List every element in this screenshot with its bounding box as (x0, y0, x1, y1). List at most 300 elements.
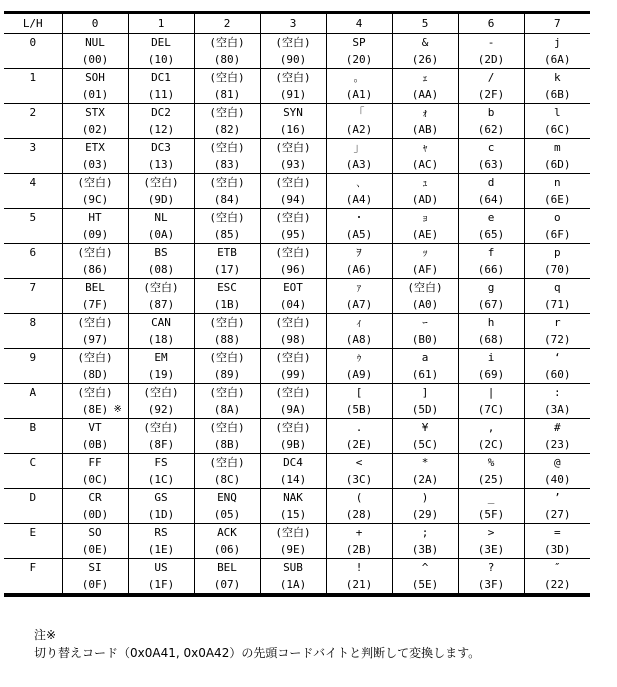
table-cell (326, 139, 392, 174)
hex-code-text: (AE) (411, 228, 439, 241)
hex-code (459, 86, 524, 103)
hex-code-text: (9C) (81, 193, 109, 206)
hex-code (525, 261, 591, 278)
table-cell (392, 349, 458, 384)
table-cell (260, 244, 326, 279)
table-cell (194, 244, 260, 279)
hex-code (195, 86, 260, 103)
character-label: BEL (85, 281, 105, 294)
hex-code (129, 51, 194, 68)
hex-code (327, 471, 392, 488)
character-label: . (355, 421, 363, 434)
hex-code-text: (5C) (411, 438, 439, 451)
table-row (4, 419, 590, 454)
table-cell (392, 279, 458, 314)
row-header: 7 (29, 281, 37, 294)
hex-code-text: (2E) (345, 438, 373, 451)
character-label: BEL (217, 561, 237, 574)
table-cell (128, 139, 194, 174)
hex-code-text: (67) (477, 298, 505, 311)
character-label: * (421, 456, 429, 469)
table-cell (392, 524, 458, 559)
hex-code-text: (AD) (411, 193, 439, 206)
character-label: (空白) (275, 316, 311, 329)
table-cell (458, 314, 524, 349)
table-cell (128, 314, 194, 349)
character-label: m (553, 141, 561, 154)
column-header-0: 0 (62, 13, 128, 34)
row-header: D (29, 491, 37, 504)
hex-code-text: (97) (81, 333, 109, 346)
hex-code-text: (3B) (411, 543, 439, 556)
table-cell (392, 139, 458, 174)
hex-code (261, 576, 326, 593)
hex-code (459, 261, 524, 278)
character-label: ｧ (356, 281, 362, 294)
hex-code-text: (2A) (411, 473, 439, 486)
table-cell (458, 384, 524, 419)
code-conversion-table (4, 11, 590, 597)
hex-code-text: (AB) (411, 123, 439, 136)
character-label: & (421, 36, 429, 49)
character-label: : (553, 386, 561, 399)
character-label: (空白) (143, 176, 179, 189)
hex-code-text: (8C) (213, 473, 241, 486)
hex-code (129, 401, 194, 418)
table-cell (62, 279, 128, 314)
character-label: ｰ (422, 316, 428, 329)
character-label: (空白) (209, 211, 245, 224)
hex-code (129, 506, 194, 523)
hex-code-text: (65) (477, 228, 505, 241)
hex-code (327, 261, 392, 278)
hex-code-text: (01) (81, 88, 109, 101)
hex-code-text: (0B) (81, 438, 109, 451)
hex-code-text: (A9) (345, 368, 373, 381)
hex-code-text: (8B) (213, 438, 241, 451)
character-label: GS (154, 491, 168, 504)
hex-code (393, 506, 458, 523)
hex-code (459, 576, 524, 593)
table-cell (524, 244, 590, 279)
hex-code (195, 226, 260, 243)
character-label: DC2 (151, 106, 171, 119)
table-cell (326, 209, 392, 244)
row-header: 9 (29, 351, 37, 364)
character-label: (空白) (143, 421, 179, 434)
character-label: r (553, 316, 561, 329)
hex-code (525, 401, 591, 418)
hex-code-text: (40) (544, 473, 571, 486)
hex-code-text: (AF) (411, 263, 439, 276)
hex-code (459, 506, 524, 523)
character-label: (空白) (275, 421, 311, 434)
hex-code (129, 86, 194, 103)
table-cell (128, 244, 194, 279)
hex-code-text: (14) (279, 473, 307, 486)
table-cell (326, 489, 392, 524)
character-label: NUL (85, 36, 105, 49)
table-cell (524, 524, 590, 559)
character-label: (空白) (275, 71, 311, 84)
hex-code-text: (8A) (213, 403, 241, 416)
hex-code (459, 541, 524, 558)
hex-code-text: (7F) (81, 298, 109, 311)
hex-code-text: (96) (279, 263, 307, 276)
table-cell (524, 34, 590, 69)
table-cell (458, 139, 524, 174)
hex-code (195, 436, 260, 453)
hex-code (63, 121, 128, 138)
hex-code-text: (84) (213, 193, 241, 206)
hex-code (393, 226, 458, 243)
row-header: F (29, 561, 37, 574)
hex-code-text: (6F) (544, 228, 571, 241)
table-row (4, 489, 590, 524)
hex-code-text: (A0) (411, 298, 439, 311)
row-header: E (29, 526, 37, 539)
character-label: 。 (353, 71, 365, 84)
hex-code-text: (63) (477, 158, 505, 171)
table-cell (260, 174, 326, 209)
row-header: A (29, 386, 37, 399)
hex-code (129, 226, 194, 243)
hex-code-text: (6B) (544, 88, 571, 101)
hex-code (261, 296, 326, 313)
table-row (4, 34, 590, 69)
hex-code-text: (3E) (477, 543, 505, 556)
table-cell (128, 559, 194, 596)
character-label: h (487, 316, 495, 329)
table-cell (326, 244, 392, 279)
hex-code (327, 296, 392, 313)
character-label: ｬ (422, 141, 428, 154)
hex-code-text: (71) (544, 298, 571, 311)
hex-code (393, 156, 458, 173)
table-body (4, 34, 590, 596)
table-cell (128, 209, 194, 244)
character-label: (空白) (209, 421, 245, 434)
character-label: f (487, 246, 495, 259)
character-label: ､ (356, 176, 362, 189)
hex-code-text: (1B) (213, 298, 241, 311)
footnote-heading: 注※ (34, 628, 57, 642)
hex-code-text: (93) (279, 158, 307, 171)
character-label: (空白) (209, 106, 245, 119)
table-cell (260, 69, 326, 104)
character-label: > (487, 526, 495, 539)
character-label: @ (553, 456, 561, 469)
hex-code (261, 506, 326, 523)
table-cell (392, 104, 458, 139)
hex-code-text: (1E) (147, 543, 175, 556)
hex-code-text: (0F) (81, 578, 109, 591)
hex-code-text: (A3) (345, 158, 373, 171)
character-label: CAN (151, 316, 171, 329)
hex-code (195, 471, 260, 488)
character-label: (空白) (77, 351, 113, 364)
column-header-7: 7 (524, 13, 590, 34)
table-row (4, 139, 590, 174)
hex-code-text: (5D) (411, 403, 439, 416)
table-row (4, 349, 590, 384)
character-label: / (487, 71, 495, 84)
hex-code (195, 331, 260, 348)
hex-code-text: (7C) (477, 403, 505, 416)
character-label: a (421, 351, 429, 364)
hex-code (129, 576, 194, 593)
hex-code-text: (12) (147, 123, 175, 136)
hex-code (195, 576, 260, 593)
hex-code (63, 331, 128, 348)
hex-code (261, 366, 326, 383)
hex-code-text: (1A) (279, 578, 307, 591)
character-label: (空白) (275, 36, 311, 49)
hex-code-text: (9A) (279, 403, 307, 416)
footnote (34, 626, 480, 662)
table-cell (326, 419, 392, 454)
hex-code (63, 296, 128, 313)
row-header: 3 (29, 141, 37, 154)
table-cell (194, 524, 260, 559)
character-label: ^ (421, 561, 429, 574)
table-cell (524, 139, 590, 174)
hex-code-text: (22) (544, 578, 571, 591)
character-label: ENQ (217, 491, 237, 504)
hex-code (129, 156, 194, 173)
table-cell (392, 69, 458, 104)
hex-code-text: (04) (279, 298, 307, 311)
hex-code (459, 471, 524, 488)
hex-code-text: (61) (411, 368, 439, 381)
character-label: FS (154, 456, 168, 469)
hex-code-text: (25) (477, 473, 505, 486)
character-label: + (355, 526, 363, 539)
hex-code-text: (28) (345, 508, 373, 521)
table-cell (128, 349, 194, 384)
hex-code (525, 86, 591, 103)
hex-code (525, 541, 591, 558)
hex-code (261, 191, 326, 208)
hex-code (261, 471, 326, 488)
hex-code (327, 366, 392, 383)
character-label: SUB (283, 561, 303, 574)
hex-code (393, 576, 458, 593)
table-cell (194, 349, 260, 384)
hex-code-text: (69) (477, 368, 505, 381)
table-cell (194, 489, 260, 524)
hex-code-text: (09) (81, 228, 109, 241)
character-label: VT (88, 421, 102, 434)
hex-code-text: (05) (213, 508, 241, 521)
hex-code (63, 51, 128, 68)
table-cell (524, 454, 590, 489)
character-label: (空白) (209, 386, 245, 399)
hex-code (261, 121, 326, 138)
table-cell (128, 524, 194, 559)
character-label: , (487, 421, 495, 434)
table-cell (326, 559, 392, 596)
table-cell (62, 34, 128, 69)
table-cell (62, 524, 128, 559)
table-cell (62, 69, 128, 104)
character-label: ｪ (422, 71, 428, 84)
hex-code-text: (3F) (477, 578, 505, 591)
table-row (4, 69, 590, 104)
hex-code (129, 331, 194, 348)
hex-code-text: (99) (279, 368, 307, 381)
table-cell (194, 139, 260, 174)
footnote-text: 切り替えコード（0x0A41, 0x0A42）の先頭コードバイトと判断して変換します。 (34, 646, 481, 660)
table-cell (524, 69, 590, 104)
character-label: (空白) (77, 176, 113, 189)
hex-code (459, 191, 524, 208)
column-header-5: 5 (392, 13, 458, 34)
hex-code (327, 121, 392, 138)
hex-code-text: (15) (279, 508, 307, 521)
hex-code (261, 86, 326, 103)
hex-code-text: (85) (213, 228, 241, 241)
hex-code (525, 506, 591, 523)
hex-code (129, 121, 194, 138)
table-cell (62, 454, 128, 489)
hex-code (195, 261, 260, 278)
table-cell (458, 524, 524, 559)
table-row (4, 104, 590, 139)
table-cell (194, 279, 260, 314)
character-label: < (355, 456, 363, 469)
hex-code-text: (72) (544, 333, 571, 346)
table-row (4, 384, 590, 419)
hex-code (261, 541, 326, 558)
hex-code-text: (68) (477, 333, 505, 346)
hex-code (261, 261, 326, 278)
table-cell (392, 454, 458, 489)
hex-code-text: (A7) (345, 298, 373, 311)
hex-code-text: (94) (279, 193, 307, 206)
table-cell (194, 419, 260, 454)
character-label: ? (487, 561, 495, 574)
table-cell (194, 314, 260, 349)
character-label: 「 (353, 106, 365, 119)
table-row (4, 524, 590, 559)
character-label: DC3 (151, 141, 171, 154)
hex-code-text: (3D) (544, 543, 571, 556)
hex-code-text: (AA) (411, 88, 439, 101)
hex-code-text: (A2) (345, 123, 373, 136)
character-label: ( (355, 491, 363, 504)
table-cell (326, 524, 392, 559)
column-header-1: 1 (128, 13, 194, 34)
hex-code (459, 226, 524, 243)
character-label: o (553, 211, 561, 224)
hex-code-text: (6D) (544, 158, 571, 171)
hex-code-text: (62) (477, 123, 505, 136)
hex-code-text: (5F) (477, 508, 505, 521)
table-row (4, 279, 590, 314)
table-cell (128, 69, 194, 104)
hex-code-text: (A5) (345, 228, 373, 241)
hex-code (261, 156, 326, 173)
hex-code (63, 191, 128, 208)
table-cell (326, 314, 392, 349)
hex-code (327, 506, 392, 523)
character-label: SYN (283, 106, 303, 119)
character-label: ! (355, 561, 363, 574)
row-header: 1 (29, 71, 37, 84)
table-cell (458, 559, 524, 596)
column-header-4: 4 (326, 13, 392, 34)
hex-code-text: (1D) (147, 508, 175, 521)
table-cell (62, 349, 128, 384)
hex-code (327, 576, 392, 593)
character-label: SI (88, 561, 102, 574)
hex-code (393, 401, 458, 418)
hex-code-text: (89) (213, 368, 241, 381)
hex-code (129, 296, 194, 313)
hex-code-text: (3C) (345, 473, 373, 486)
hex-code (459, 156, 524, 173)
hex-code (393, 296, 458, 313)
hex-code (393, 191, 458, 208)
table-cell (128, 384, 194, 419)
table-cell (194, 384, 260, 419)
character-label: b (487, 106, 495, 119)
hex-code-text: (87) (147, 298, 175, 311)
character-label: = (553, 526, 561, 539)
hex-code (63, 86, 128, 103)
table-cell (194, 454, 260, 489)
character-label: % (487, 456, 495, 469)
hex-code-text: (21) (345, 578, 373, 591)
hex-code (129, 436, 194, 453)
table-cell (260, 349, 326, 384)
character-label: ETB (217, 246, 237, 259)
table-cell (458, 419, 524, 454)
character-label: (空白) (275, 386, 311, 399)
hex-code (327, 51, 392, 68)
table-cell (524, 384, 590, 419)
table-cell (458, 349, 524, 384)
character-label: (空白) (275, 141, 311, 154)
table-cell (392, 244, 458, 279)
hex-code-text: (82) (213, 123, 241, 136)
hex-code (195, 156, 260, 173)
hex-code-text: (10) (147, 53, 175, 66)
hex-code-text: (26) (411, 53, 439, 66)
table-cell (458, 209, 524, 244)
hex-code-text: (23) (544, 438, 571, 451)
column-header-3: 3 (260, 13, 326, 34)
table-row (4, 314, 590, 349)
hex-code (195, 506, 260, 523)
hex-code-text: (81) (213, 88, 241, 101)
hex-code (195, 296, 260, 313)
hex-code-text: (19) (147, 368, 175, 381)
table-cell (260, 209, 326, 244)
hex-code (327, 331, 392, 348)
hex-code-text: (A4) (345, 193, 373, 206)
character-label: _ (487, 491, 495, 504)
hex-code (393, 121, 458, 138)
hex-code-text: (08) (147, 263, 175, 276)
hex-code-text: (9B) (279, 438, 307, 451)
character-label: NL (154, 211, 168, 224)
table-cell (458, 244, 524, 279)
table-cell (62, 314, 128, 349)
character-label: # (553, 421, 561, 434)
hex-code-text: (1C) (147, 473, 175, 486)
